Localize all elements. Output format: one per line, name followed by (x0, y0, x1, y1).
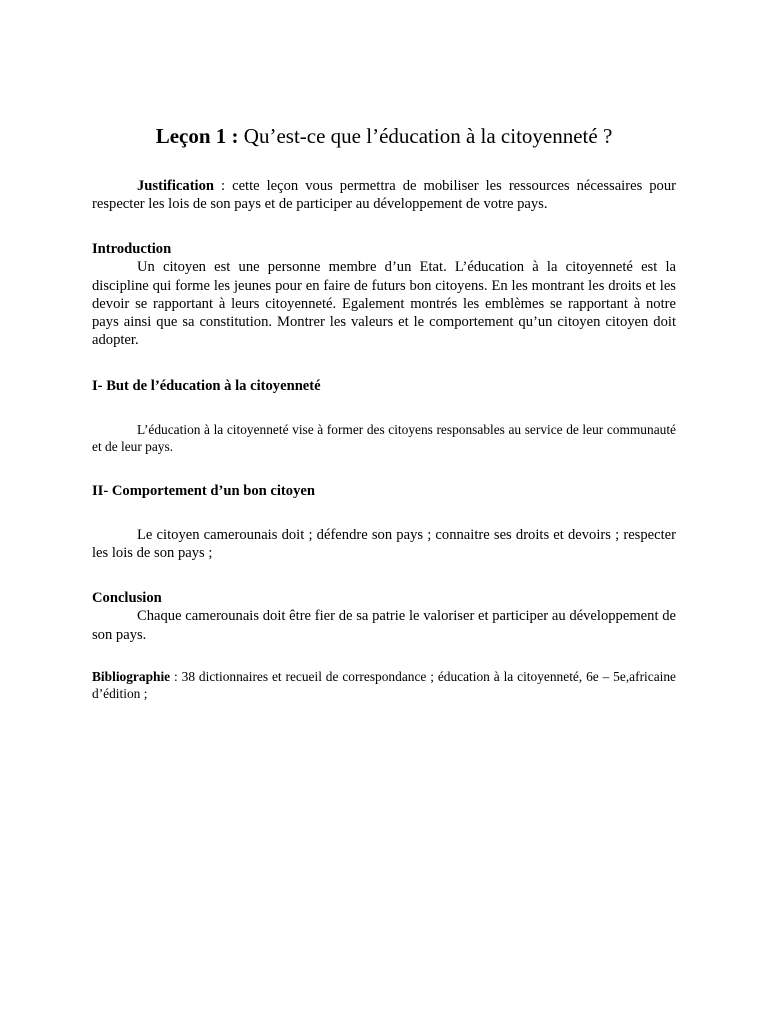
bibliography-label: Bibliographie (92, 669, 171, 684)
bibliography-text: : 38 dictionnaires et recueil de correspondance ; éducation à la citoyenneté, 6e – 5e,africaine d’édition ; (92, 669, 676, 701)
justification-text: : cette leçon vous permettra de mobiliser les ressources nécessaires pour respecter les lois de son pays et de participer au développement de votre pays. (92, 178, 676, 213)
lesson-question: Qu’est-ce que l’éducation à la citoyenneté ? (238, 124, 613, 148)
section1-block (92, 377, 676, 395)
page-title (0, 122, 768, 150)
introduction-heading: Introduction (92, 241, 172, 257)
justification-paragraph (92, 177, 676, 214)
bibliography-block (92, 669, 676, 702)
section1-paragraph: L’éducation à la citoyenneté vise à former des citoyens responsables au service de leur communauté et de leur pays. (92, 422, 676, 454)
section2-block (92, 482, 676, 500)
section1-heading: I- But de l’éducation à la citoyenneté (92, 378, 321, 394)
justification-block (92, 177, 676, 214)
introduction-block (92, 240, 676, 350)
conclusion-heading: Conclusion (92, 590, 162, 606)
conclusion-paragraph: Chaque camerounais doit être fier de sa patrie le valoriser et participer au développement de son pays. (92, 608, 676, 643)
introduction-paragraph: Un citoyen est une personne membre d’un Etat. L’éducation à la citoyenneté est la discipline qui forme les jeunes pour en faire de futurs bon citoyens. En les montrant les droits et les devoir se rapportant à leurs citoyenneté. Egalement montrés les emblèmes se rapportant à notre pays ainsi que sa constitution. Montrer les valeurs et le comportement qu’un citoyen citoyen doit adopter. (92, 259, 676, 349)
justification-label: Justification (137, 178, 215, 194)
section2-heading: II- Comportement d’un bon citoyen (92, 483, 315, 499)
section2-paragraph: Le citoyen camerounais doit ; défendre son pays ; connaitre ses droits et devoirs ; respecter les lois de son pays ; (92, 527, 676, 562)
lesson-number: Leçon 1 : (155, 124, 239, 148)
section1-body (92, 422, 676, 455)
bibliography-paragraph (92, 669, 676, 702)
section2-body (92, 526, 676, 563)
conclusion-block (92, 589, 676, 644)
